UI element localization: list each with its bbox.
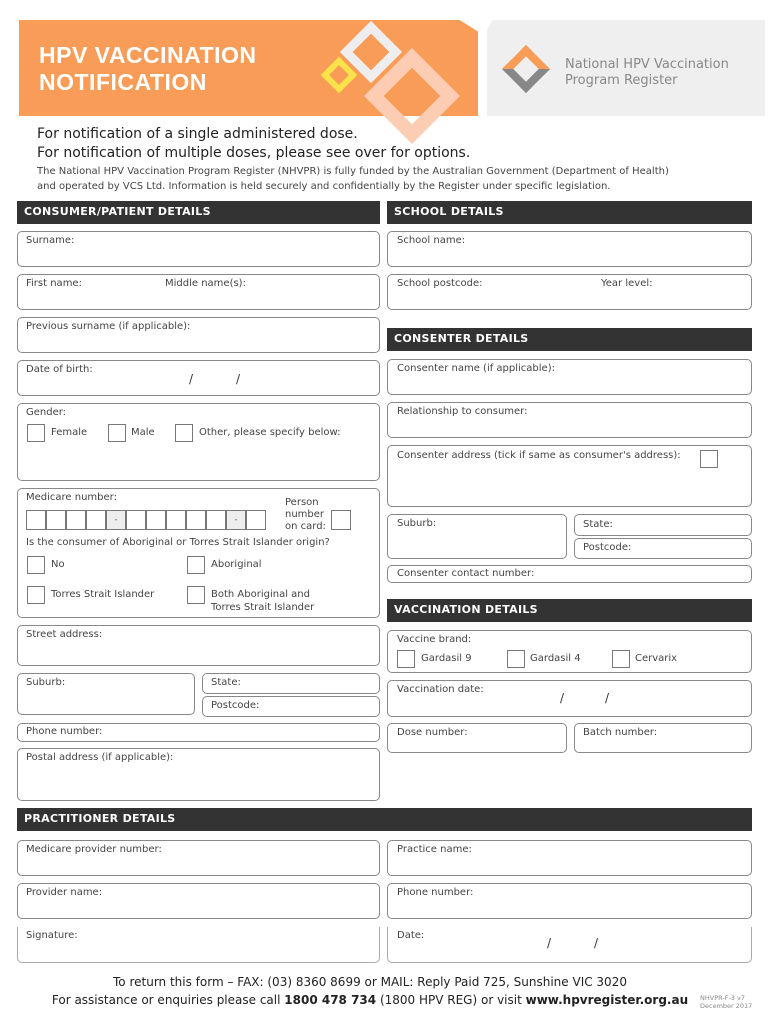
school-postcode-label: School postcode: — [397, 278, 483, 289]
suburb-field[interactable] — [17, 673, 195, 715]
origin-aboriginal-label: Aboriginal — [211, 559, 262, 570]
dose-number-field[interactable] — [387, 723, 567, 753]
date-separator: / — [560, 691, 565, 705]
first-name-field[interactable] — [17, 274, 380, 310]
gardasil4-label: Gardasil 4 — [530, 653, 581, 664]
medicare-label: Medicare number: — [26, 492, 117, 503]
state-label: State: — [211, 677, 241, 688]
assistance-line: For assistance or enquiries please call 1800 478 734 (1800 HPV REG) or visit www.hpvregister.org.au — [51, 993, 689, 1007]
year-level-label: Year level: — [601, 278, 653, 289]
medicare-provider-label: Medicare provider number: — [26, 844, 162, 855]
consenter-postcode-label: Postcode: — [583, 542, 632, 553]
school-section-header: SCHOOL DETAILS — [387, 201, 752, 224]
practitioner-section-header: PRACTITIONER DETAILS — [17, 808, 752, 831]
vaccine-brand-field — [387, 630, 752, 673]
consenter-address-field[interactable] — [387, 445, 752, 507]
same-address-checkbox[interactable] — [700, 450, 718, 468]
medicare-separator-cell: - — [106, 510, 126, 530]
postal-address-label: Postal address (if applicable): — [26, 752, 174, 763]
website-link[interactable]: www.hpvregister.org.au — [525, 993, 689, 1007]
date-separator: / — [594, 936, 599, 950]
provider-name-label: Provider name: — [26, 887, 103, 898]
cervarix-label: Cervarix — [635, 653, 678, 664]
date-separator: / — [547, 936, 552, 950]
consenter-name-field[interactable] — [387, 359, 752, 395]
dob-label: Date of birth: — [26, 364, 93, 375]
batch-number-label: Batch number: — [583, 727, 658, 738]
medicare-provider-field[interactable] — [17, 840, 380, 876]
medicare-digit-cell[interactable] — [166, 510, 186, 530]
date-separator: / — [236, 372, 241, 386]
middle-names-label: Middle name(s): — [165, 278, 246, 289]
origin-no-checkbox[interactable] — [27, 556, 45, 574]
helpline-number: 1800 478 734 — [284, 993, 377, 1007]
origin-both-checkbox[interactable] — [187, 586, 205, 604]
male-checkbox[interactable] — [108, 424, 126, 442]
origin-question: Is the consumer of Aboriginal or Torres Strait Islander origin? — [26, 537, 330, 548]
postal-address-field[interactable] — [17, 748, 380, 801]
intro-note: The National HPV Vaccination Program Register (NHVPR) is fully funded by the Australian Government (Department of Health) and operated by VCS Ltd. Information is held securely and confidentially by the Register under specific legislation. — [37, 166, 669, 192]
batch-number-field[interactable] — [574, 723, 752, 753]
relationship-field[interactable] — [387, 402, 752, 438]
surname-label: Surname: — [26, 235, 75, 246]
gardasil4-checkbox[interactable] — [507, 650, 525, 668]
signature-field[interactable] — [17, 927, 380, 963]
origin-both-label: Both Aboriginal and Torres Strait Islander — [211, 589, 315, 613]
street-address-label: Street address: — [26, 629, 103, 640]
signature-date-field[interactable] — [387, 927, 752, 963]
vaccination-section-header: VACCINATION DETAILS — [387, 599, 752, 622]
consenter-section-header: CONSENTER DETAILS — [387, 328, 752, 351]
origin-aboriginal-checkbox[interactable] — [187, 556, 205, 574]
date-separator: / — [605, 691, 610, 705]
consenter-contact-field[interactable] — [387, 565, 752, 583]
signature-date-label: Date: — [397, 930, 425, 941]
postcode-label: Postcode: — [211, 700, 260, 711]
postcode-field[interactable] — [202, 696, 380, 717]
gardasil9-checkbox[interactable] — [397, 650, 415, 668]
date-separator: / — [189, 372, 194, 386]
medicare-digit-cell[interactable] — [46, 510, 66, 530]
medicare-digit-cell[interactable] — [146, 510, 166, 530]
consenter-state-label: State: — [583, 519, 613, 530]
origin-tsi-checkbox[interactable] — [27, 586, 45, 604]
medicare-digit-cell[interactable] — [86, 510, 106, 530]
previous-surname-label: Previous surname (if applicable): — [26, 321, 191, 332]
medicare-digit-cell[interactable] — [126, 510, 146, 530]
vaccination-date-field[interactable] — [387, 680, 752, 717]
gender-label: Gender: — [26, 407, 67, 418]
person-number-label: Person number on card: — [285, 497, 326, 532]
origin-no-label: No — [51, 559, 65, 570]
practice-name-label: Practice name: — [397, 844, 472, 855]
return-instructions: To return this form – FAX: (03) 8360 8699 or MAIL: Reply Paid 725, Sunshine VIC 3020 — [113, 975, 627, 989]
state-field[interactable] — [202, 673, 380, 694]
surname-field[interactable] — [17, 231, 380, 267]
practice-name-field[interactable] — [387, 840, 752, 876]
consenter-postcode-field[interactable] — [574, 538, 752, 559]
practitioner-phone-field[interactable] — [387, 883, 752, 919]
street-address-field[interactable] — [17, 625, 380, 666]
medicare-separator-cell: - — [226, 510, 246, 530]
logo-text: National HPV Vaccination Program Register — [565, 57, 729, 88]
vaccine-brand-label: Vaccine brand: — [397, 634, 472, 645]
consenter-suburb-label: Suburb: — [397, 518, 437, 529]
school-postcode-field[interactable] — [387, 274, 752, 310]
form-title: HPV VACCINATION NOTIFICATION — [39, 42, 257, 95]
female-checkbox[interactable] — [27, 424, 45, 442]
phone-field[interactable] — [17, 723, 380, 742]
consenter-address-label: Consenter address (tick if same as consumer's address): — [397, 450, 681, 461]
gardasil9-label: Gardasil 9 — [421, 653, 472, 664]
suburb-label: Suburb: — [26, 677, 66, 688]
medicare-digit-cell[interactable] — [206, 510, 226, 530]
dob-field[interactable] — [17, 360, 380, 396]
medicare-digit-cell[interactable] — [246, 510, 266, 530]
medicare-digit-cell[interactable] — [26, 510, 46, 530]
other-gender-checkbox[interactable] — [175, 424, 193, 442]
consenter-suburb-field[interactable] — [387, 514, 567, 559]
medicare-origin-field — [17, 488, 380, 618]
phone-label: Phone number: — [26, 726, 103, 737]
practitioner-phone-label: Phone number: — [397, 887, 474, 898]
form-code: NHVPR-F-3 v7 December 2017 — [700, 994, 753, 1010]
consenter-contact-label: Consenter contact number: — [397, 568, 535, 579]
signature-label: Signature: — [26, 930, 78, 941]
consumer-section-header: CONSUMER/PATIENT DETAILS — [17, 201, 380, 224]
gender-field — [17, 403, 380, 481]
origin-tsi-label: Torres Strait Islander — [51, 589, 155, 600]
intro-heading: For notification of a single administered dose. For notification of multiple doses, please see over for options. — [37, 126, 471, 161]
first-name-label: First name: — [26, 278, 82, 289]
school-name-label: School name: — [397, 235, 466, 246]
provider-name-field[interactable] — [17, 883, 380, 919]
vaccination-date-label: Vaccination date: — [397, 684, 484, 695]
relationship-label: Relationship to consumer: — [397, 406, 528, 417]
other-gender-label: Other, please specify below: — [199, 427, 341, 438]
consenter-name-label: Consenter name (if applicable): — [397, 363, 555, 374]
dose-number-label: Dose number: — [397, 727, 468, 738]
medicare-digit-cell[interactable] — [66, 510, 86, 530]
male-label: Male — [131, 427, 155, 438]
cervarix-checkbox[interactable] — [612, 650, 630, 668]
person-number-input[interactable] — [331, 510, 351, 530]
previous-surname-field[interactable] — [17, 317, 380, 353]
female-label: Female — [51, 427, 88, 438]
medicare-digit-cell[interactable] — [186, 510, 206, 530]
school-name-field[interactable] — [387, 231, 752, 267]
consenter-state-field[interactable] — [574, 514, 752, 536]
